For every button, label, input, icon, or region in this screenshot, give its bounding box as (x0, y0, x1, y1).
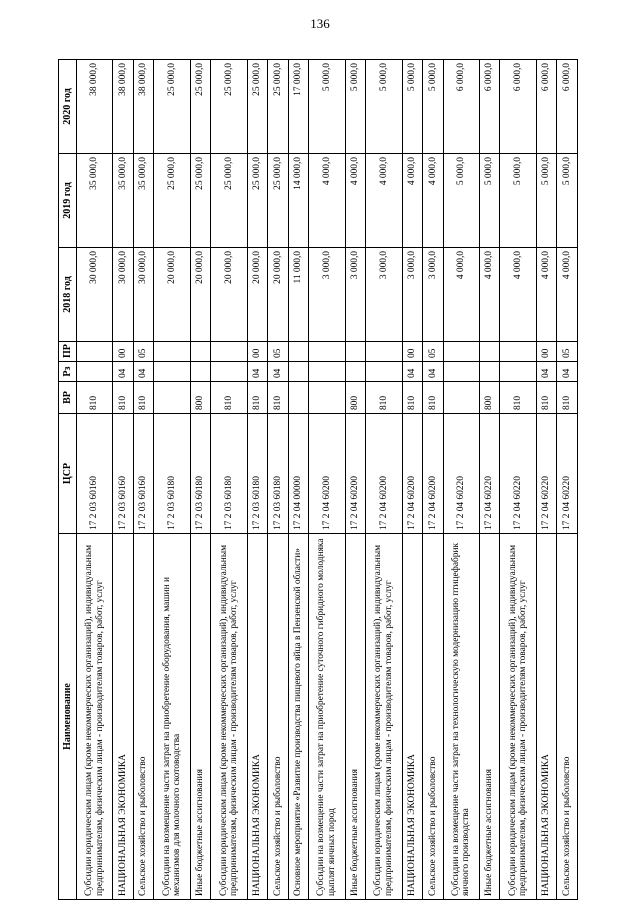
cell-y2018: 20 000,0 (268, 248, 288, 342)
cell-y2019: 4 000,0 (402, 154, 422, 248)
cell-vr: 810 (423, 382, 443, 414)
cell-y2020: 25 000,0 (211, 60, 247, 154)
cell-vr: 800 (190, 382, 210, 414)
cell-rz: 04 (133, 362, 153, 382)
cell-y2019: 35 000,0 (113, 154, 133, 248)
cell-y2020: 25 000,0 (190, 60, 210, 154)
cell-pr (288, 342, 308, 362)
table-row (190, 60, 210, 900)
cell-vr: 810 (500, 382, 536, 414)
cell-y2018: 4 000,0 (443, 248, 479, 342)
cell-pr (190, 342, 210, 362)
cell-y2019: 25 000,0 (268, 154, 288, 248)
cell-pr: 05 (557, 342, 578, 362)
cell-vr (443, 382, 479, 414)
cell-name: Иные бюджетные ассигнования (190, 534, 210, 900)
cell-csr: 17 2 03 60180 (247, 414, 267, 534)
cell-vr: 810 (268, 382, 288, 414)
cell-y2020: 6 000,0 (536, 60, 556, 154)
cell-csr: 17 2 03 60180 (211, 414, 247, 534)
cell-csr: 17 2 03 60180 (190, 414, 210, 534)
table-row (268, 60, 288, 900)
cell-pr (479, 342, 499, 362)
cell-vr: 810 (211, 382, 247, 414)
table-row (247, 60, 267, 900)
header-2018: 2018 год (59, 248, 77, 342)
cell-name: Иные бюджетные ассигнования (345, 534, 365, 900)
cell-vr (154, 382, 190, 414)
cell-pr (77, 342, 113, 362)
header-csr: ЦСР (59, 414, 77, 534)
cell-y2018: 4 000,0 (536, 248, 556, 342)
cell-name: Субсидии юридическим лицам (кроме некоммерческих организаций), индивидуальным предпринимателям, физическим лицам - производителям товаров, работ, услуг (211, 534, 247, 900)
cell-rz (211, 362, 247, 382)
table-row (423, 60, 443, 900)
table-row (154, 60, 190, 900)
table-row (77, 60, 113, 900)
cell-csr: 17 2 04 60220 (500, 414, 536, 534)
cell-y2018: 3 000,0 (345, 248, 365, 342)
table-row (288, 60, 308, 900)
cell-csr: 17 2 04 60220 (557, 414, 578, 534)
cell-y2019: 4 000,0 (423, 154, 443, 248)
cell-pr: 00 (113, 342, 133, 362)
table-row (211, 60, 247, 900)
cell-rz (345, 362, 365, 382)
cell-vr: 810 (402, 382, 422, 414)
header-rz: Рз (59, 362, 77, 382)
cell-vr: 810 (366, 382, 402, 414)
header-vr: ВР (59, 382, 77, 414)
cell-y2019: 5 000,0 (536, 154, 556, 248)
cell-pr: 05 (268, 342, 288, 362)
page-number: 136 (310, 16, 330, 31)
cell-y2018: 11 000,0 (288, 248, 308, 342)
cell-pr (154, 342, 190, 362)
cell-pr (211, 342, 247, 362)
cell-csr: 17 2 04 60200 (309, 414, 345, 534)
cell-y2018: 20 000,0 (247, 248, 267, 342)
cell-y2019: 5 000,0 (443, 154, 479, 248)
cell-rz: 04 (536, 362, 556, 382)
cell-csr: 17 2 04 60200 (423, 414, 443, 534)
header-pr: ПР (59, 342, 77, 362)
cell-name: НАЦИОНАЛЬНАЯ ЭКОНОМИКА (536, 534, 556, 900)
cell-name: НАЦИОНАЛЬНАЯ ЭКОНОМИКА (113, 534, 133, 900)
cell-vr (309, 382, 345, 414)
cell-csr: 17 2 04 60220 (536, 414, 556, 534)
cell-csr: 17 2 03 60180 (268, 414, 288, 534)
cell-name: Субсидии юридическим лицам (кроме некоммерческих организаций), индивидуальным предпринимателям, физическим лицам - производителям товаров, работ, услуг (77, 534, 113, 900)
cell-name: НАЦИОНАЛЬНАЯ ЭКОНОМИКА (402, 534, 422, 900)
cell-name: Субсидии на возмещение части затрат на технологическую модернизацию птицефабрик яичного производства (443, 534, 479, 900)
cell-csr: 17 2 04 00000 (288, 414, 308, 534)
cell-y2019: 25 000,0 (154, 154, 190, 248)
table-body (77, 60, 578, 900)
cell-y2020: 38 000,0 (133, 60, 153, 154)
cell-csr: 17 2 03 60180 (154, 414, 190, 534)
cell-pr: 00 (247, 342, 267, 362)
cell-y2018: 4 000,0 (557, 248, 578, 342)
cell-y2020: 5 000,0 (345, 60, 365, 154)
table-row (557, 60, 578, 900)
cell-pr (443, 342, 479, 362)
cell-name: Сельское хозяйство и рыболовство (268, 534, 288, 900)
cell-pr: 05 (133, 342, 153, 362)
cell-rz (77, 362, 113, 382)
cell-y2019: 4 000,0 (366, 154, 402, 248)
cell-y2019: 5 000,0 (557, 154, 578, 248)
cell-y2020: 25 000,0 (154, 60, 190, 154)
cell-y2019: 35 000,0 (77, 154, 113, 248)
cell-y2020: 25 000,0 (268, 60, 288, 154)
table-row (536, 60, 556, 900)
cell-y2020: 38 000,0 (113, 60, 133, 154)
cell-vr: 810 (557, 382, 578, 414)
cell-rz (190, 362, 210, 382)
header-2019: 2019 год (59, 154, 77, 248)
budget-table (58, 59, 578, 900)
cell-y2018: 4 000,0 (500, 248, 536, 342)
cell-rz (479, 362, 499, 382)
cell-vr (288, 382, 308, 414)
cell-y2019: 25 000,0 (190, 154, 210, 248)
cell-y2018: 30 000,0 (133, 248, 153, 342)
cell-y2020: 25 000,0 (247, 60, 267, 154)
cell-pr (345, 342, 365, 362)
cell-y2020: 5 000,0 (423, 60, 443, 154)
table-row (500, 60, 536, 900)
cell-y2020: 6 000,0 (443, 60, 479, 154)
cell-rz: 04 (423, 362, 443, 382)
table-row (133, 60, 153, 900)
cell-name: Субсидии на возмещение части затрат на приобретение оборудования, машин и механизмов для молочного скотоводства (154, 534, 190, 900)
cell-pr (309, 342, 345, 362)
cell-rz (443, 362, 479, 382)
cell-name: НАЦИОНАЛЬНАЯ ЭКОНОМИКА (247, 534, 267, 900)
cell-vr: 800 (345, 382, 365, 414)
cell-rz: 04 (402, 362, 422, 382)
cell-y2018: 20 000,0 (154, 248, 190, 342)
cell-csr: 17 2 04 60200 (402, 414, 422, 534)
cell-csr: 17 2 04 60220 (443, 414, 479, 534)
cell-pr: 05 (423, 342, 443, 362)
cell-csr: 17 2 04 60200 (345, 414, 365, 534)
cell-y2018: 30 000,0 (77, 248, 113, 342)
cell-name: Сельское хозяйство и рыболовство (133, 534, 153, 900)
cell-y2019: 5 000,0 (500, 154, 536, 248)
cell-name: Иные бюджетные ассигнования (479, 534, 499, 900)
cell-y2019: 4 000,0 (309, 154, 345, 248)
cell-y2018: 3 000,0 (402, 248, 422, 342)
cell-y2018: 30 000,0 (113, 248, 133, 342)
cell-y2019: 25 000,0 (211, 154, 247, 248)
rotated-table-container (58, 60, 578, 900)
table-row (479, 60, 499, 900)
cell-y2020: 5 000,0 (309, 60, 345, 154)
cell-name: Субсидии юридическим лицам (кроме некоммерческих организаций), индивидуальным предпринимателям, физическим лицам - производителям товаров, работ, услуг (500, 534, 536, 900)
table-row (402, 60, 422, 900)
cell-rz (500, 362, 536, 382)
cell-csr: 17 2 04 60200 (366, 414, 402, 534)
cell-y2019: 4 000,0 (345, 154, 365, 248)
cell-name: Сельское хозяйство и рыболовство (557, 534, 578, 900)
cell-y2019: 25 000,0 (247, 154, 267, 248)
cell-csr: 17 2 03 60160 (113, 414, 133, 534)
table-header-row (59, 60, 77, 900)
cell-rz (288, 362, 308, 382)
cell-csr: 17 2 04 60220 (479, 414, 499, 534)
header-2020: 2020 год (59, 60, 77, 154)
cell-rz (154, 362, 190, 382)
cell-rz: 04 (113, 362, 133, 382)
cell-vr: 810 (536, 382, 556, 414)
cell-rz: 04 (247, 362, 267, 382)
cell-vr: 800 (479, 382, 499, 414)
cell-y2018: 3 000,0 (366, 248, 402, 342)
cell-name: Субсидии на возмещение части затрат на приобретение суточного гибридного молодняка цыплят яичных пород (309, 534, 345, 900)
cell-y2018: 4 000,0 (479, 248, 499, 342)
cell-vr: 810 (247, 382, 267, 414)
cell-y2020: 5 000,0 (366, 60, 402, 154)
cell-y2018: 20 000,0 (211, 248, 247, 342)
table-row (309, 60, 345, 900)
cell-y2019: 14 000,0 (288, 154, 308, 248)
cell-rz (366, 362, 402, 382)
cell-rz (309, 362, 345, 382)
table-row (443, 60, 479, 900)
cell-pr (366, 342, 402, 362)
cell-name: Сельское хозяйство и рыболовство (423, 534, 443, 900)
table-row (345, 60, 365, 900)
cell-rz: 04 (268, 362, 288, 382)
cell-csr: 17 2 03 60160 (133, 414, 153, 534)
cell-y2020: 38 000,0 (77, 60, 113, 154)
cell-y2020: 6 000,0 (557, 60, 578, 154)
cell-pr: 00 (402, 342, 422, 362)
cell-y2018: 3 000,0 (309, 248, 345, 342)
cell-y2018: 3 000,0 (423, 248, 443, 342)
cell-y2020: 5 000,0 (402, 60, 422, 154)
cell-y2019: 35 000,0 (133, 154, 153, 248)
cell-pr: 00 (536, 342, 556, 362)
cell-y2020: 6 000,0 (500, 60, 536, 154)
table-row (113, 60, 133, 900)
cell-csr: 17 2 03 60160 (77, 414, 113, 534)
cell-y2020: 6 000,0 (479, 60, 499, 154)
cell-vr: 810 (77, 382, 113, 414)
cell-y2018: 20 000,0 (190, 248, 210, 342)
table-row (366, 60, 402, 900)
cell-vr: 810 (113, 382, 133, 414)
cell-name: Субсидии юридическим лицам (кроме некоммерческих организаций), индивидуальным предпринимателям, физическим лицам - производителям товаров, работ, услуг (366, 534, 402, 900)
cell-vr: 810 (133, 382, 153, 414)
cell-name: Основное мероприятие «Развитие производства пищевого яйца в Пензенской области» (288, 534, 308, 900)
cell-y2020: 17 000,0 (288, 60, 308, 154)
cell-y2019: 5 000,0 (479, 154, 499, 248)
cell-pr (500, 342, 536, 362)
header-name: Наименование (59, 534, 77, 900)
cell-rz: 04 (557, 362, 578, 382)
